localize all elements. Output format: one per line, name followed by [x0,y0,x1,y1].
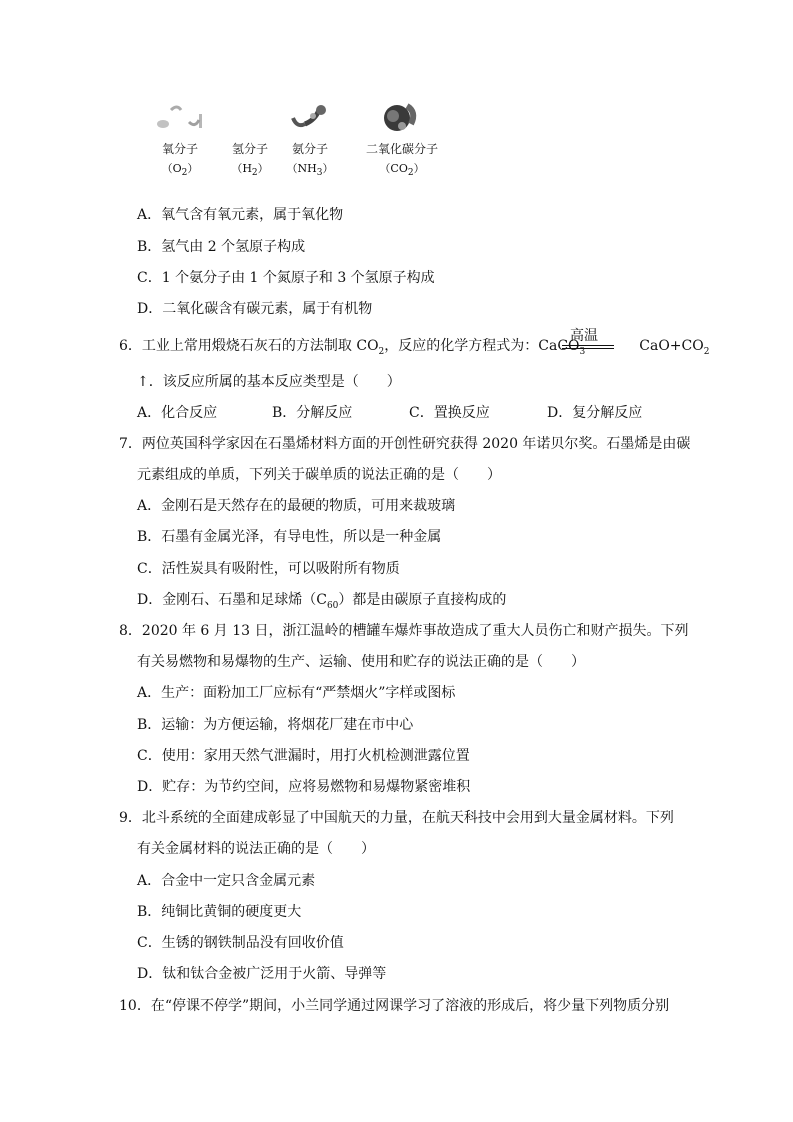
q7-stem-line1: 7．两位英国科学家因在石墨烯材料方面的开创性研究获得 2020 年诺贝尔奖。石墨烯是由碳 [119,436,691,452]
q6-stem-line2: ↑．该反应所属的基本反应类型是（ ） [137,374,401,390]
q8-option-b: B．运输：为方便运输，将烟花厂建在市中心 [137,717,414,733]
q8-stem-line1: 8．2020 年 6 月 13 日，浙江温岭的槽罐车爆炸事故造成了重大人员伤亡和财产损失。下列 [119,623,689,639]
q7-option-b: B．石墨有金属光泽，有导电性，所以是一种金属 [137,529,442,545]
q6-equation-arrow [562,345,614,346]
q8-option-a: A．生产：面粉加工厂应标有“严禁烟火”字样或图标 [137,685,456,701]
q6-option-c: C．置换反应 [409,405,490,421]
q5-option-a: A．氧气含有氧元素，属于氧化物 [137,207,344,223]
q5-option-d: D．二氧化碳含有碳元素，属于有机物 [137,301,373,317]
molecule-formula: $(H_2)$ [231,162,269,179]
q6-equation-arrow-lower [562,348,614,349]
q5-option-b: B．氢气由 2 个氢原子构成 [137,239,306,255]
q5-option-c: C．1 个氨分子由 1 个氮原子和 3 个氢原子构成 [137,270,435,286]
molecule-name: 氨分子 [291,142,328,156]
q6-stem-line1: 6．工业上常用煅烧石灰石的方法制取 $CO_2$，反应的化学方程式为：CaCO$_3$ $CaO+CO_2$ [119,338,710,357]
q8-stem-line2: 有关易燃物和易爆物的生产、运输、使用和贮存的说法正确的是（ ） [137,654,585,670]
oxygen-molecule [140,96,220,178]
molecule-figure [140,96,460,192]
q9-stem-line1: 9．北斗系统的全面建成彰显了中国航天的力量，在航天科技中会用到大量金属材料。下列 [119,810,674,826]
q6-option-a: A．化合反应 [137,405,218,421]
q6-option-d: D．复分解反应 [547,405,643,421]
q7-option-d: D．金刚石、石墨和足球烯$(C_{60})$都是由碳原子直接构成的 [137,592,507,611]
q10-stem-line1: 10．在“停课不停学”期间，小兰同学通过网课学习了溶液的形成后，将少量下列物质分别 [119,998,670,1014]
q9-option-b: B．纯铜比黄铜的硬度更大 [137,904,302,920]
ammonia-molecule [270,96,350,178]
molecule-name: 二氧化碳分子 [365,142,438,156]
q9-option-a: A．合金中一定只含金属元素 [137,873,316,889]
oxygen-molecule-image [149,96,211,136]
q8-option-d: D．贮存：为节约空间，应将易燃物和易爆物紧密堆积 [137,779,471,795]
molecule-name: 氢分子 [231,142,268,156]
carbon-dioxide-molecule [352,96,452,178]
carbon-dioxide-molecule-image [375,96,429,136]
molecule-formula: $(CO_2)$ [379,162,425,179]
q9-stem-line2: 有关金属材料的说法正确的是（ ） [137,841,375,857]
ammonia-molecule-image [285,96,335,136]
q7-option-a: A．金刚石是天然存在的最硬的物质，可用来裁玻璃 [137,498,456,514]
molecule-formula: $(O_2)$ [161,162,199,179]
molecule-name: 氧分子 [161,142,198,156]
q6-option-b: B．分解反应 [272,405,353,421]
q9-option-d: D．钛和钛合金被广泛用于火箭、导弹等 [137,966,387,982]
q6-reaction-condition: 高温 [570,328,598,344]
q7-stem-line2: 元素组成的单质，下列关于碳单质的说法正确的是（ ） [137,467,501,483]
q7-option-c: C．活性炭具有吸附性，可以吸附所有物质 [137,561,400,577]
q6-options [137,403,642,423]
hydrogen-molecule-image [230,96,270,136]
q8-option-c: C．使用：家用天然气泄漏时，用打火机检测泄露位置 [137,748,470,764]
q9-option-c: C．生锈的钢铁制品没有回收价值 [137,935,344,951]
molecule-formula: $(NH_3)$ [286,162,334,179]
